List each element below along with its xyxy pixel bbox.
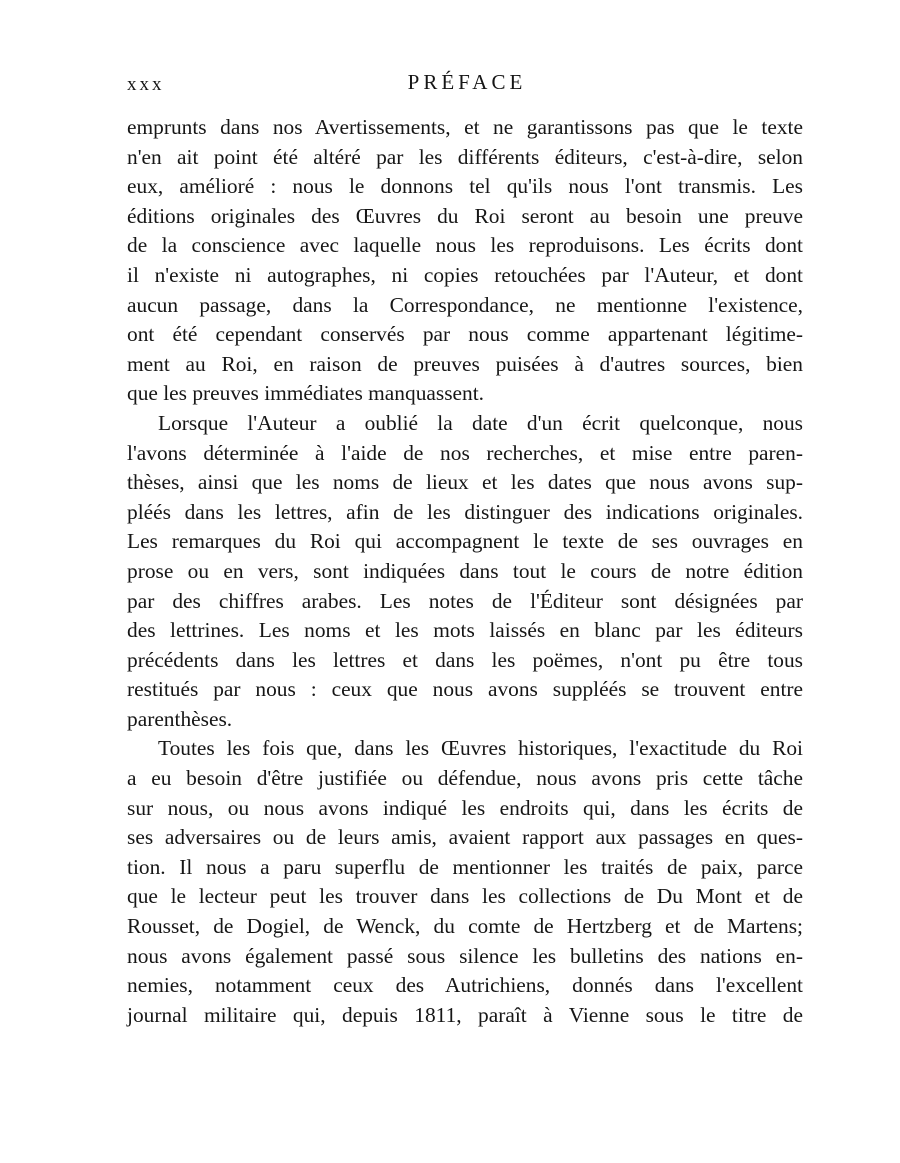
text-line: n'en ait point été altéré par les différents éditeurs, c'est-à-dire, selon [127, 144, 803, 169]
text-line: ses adversaires ou de leurs amis, avaient rapport aux passages en ques- [127, 825, 803, 850]
text-line: il n'existe ni autographes, ni copies retouchées par l'Auteur, et dont [127, 262, 803, 287]
text-line: journal militaire qui, depuis 1811, paraît à Vienne sous le titre de [127, 1002, 803, 1027]
text-line: l'avons déterminée à l'aide de nos recherches, et mise entre paren- [127, 440, 803, 465]
running-head [127, 70, 803, 100]
text-line: éditions originales des Œuvres du Roi seront au besoin une preuve [127, 203, 803, 228]
running-title: PRÉFACE [407, 70, 527, 94]
paragraph-first-line: Lorsque l'Auteur a oublié la date d'un écrit quelconque, nous [158, 410, 803, 435]
text-line: prose ou en vers, sont indiquées dans tout le cours de notre édition [127, 558, 803, 583]
paragraph-first-line: Toutes les fois que, dans les Œuvres historiques, l'exactitude du Roi [158, 736, 803, 761]
page-number: xxx [127, 74, 165, 95]
text-line: a eu besoin d'être justifiée ou défendue, nous avons pris cette tâche [127, 766, 803, 791]
text-line: précédents dans les lettres et dans les poëmes, n'ont pu être tous [127, 647, 803, 672]
text-line: sur nous, ou nous avons indiqué les endroits qui, dans les écrits de [127, 795, 803, 820]
text-line: que les preuves immédiates manquassent. [127, 381, 485, 406]
text-line: Rousset, de Dogiel, de Wenck, du comte de Hertzberg et de Martens; [127, 914, 803, 939]
text-line: nous avons également passé sous silence les bulletins des nations en- [127, 943, 803, 968]
text-line: thèses, ainsi que les noms de lieux et les dates que nous avons sup- [127, 470, 803, 495]
text-line: ont été cependant conservés par nous comme appartenant légitime- [127, 322, 803, 347]
text-line: eux, amélioré : nous le donnons tel qu'ils nous l'ont transmis. Les [127, 174, 803, 199]
text-line: que le lecteur peut les trouver dans les collections de Du Mont et de [127, 884, 803, 909]
text-line: parenthèses. [127, 706, 233, 731]
text-line: restitués par nous : ceux que nous avons suppléés se trouvent entre [127, 677, 803, 702]
text-line: des lettrines. Les noms et les mots laissés en blanc par les éditeurs [127, 618, 803, 643]
text-line: nemies, notamment ceux des Autrichiens, donnés dans l'excellent [127, 973, 803, 998]
text-line: Les remarques du Roi qui accompagnent le texte de ses ouvrages en [127, 529, 803, 554]
text-line: pléés dans les lettres, afin de les distinguer des indications originales. [127, 499, 803, 524]
text-line: de la conscience avec laquelle nous les reproduisons. Les écrits dont [127, 233, 803, 258]
text-line: par des chiffres arabes. Les notes de l'Éditeur sont désignées par [127, 588, 803, 613]
text-line: emprunts dans nos Avertissements, et ne garantissons pas que le texte [127, 115, 803, 139]
text-line: tion. Il nous a paru superflu de mentionner les traités de paix, parce [127, 854, 803, 879]
text-line: aucun passage, dans la Correspondance, ne mentionne l'existence, [127, 292, 803, 317]
text-line: ment au Roi, en raison de preuves puisées à d'autres sources, bien [127, 351, 803, 376]
body-text [127, 113, 803, 1030]
